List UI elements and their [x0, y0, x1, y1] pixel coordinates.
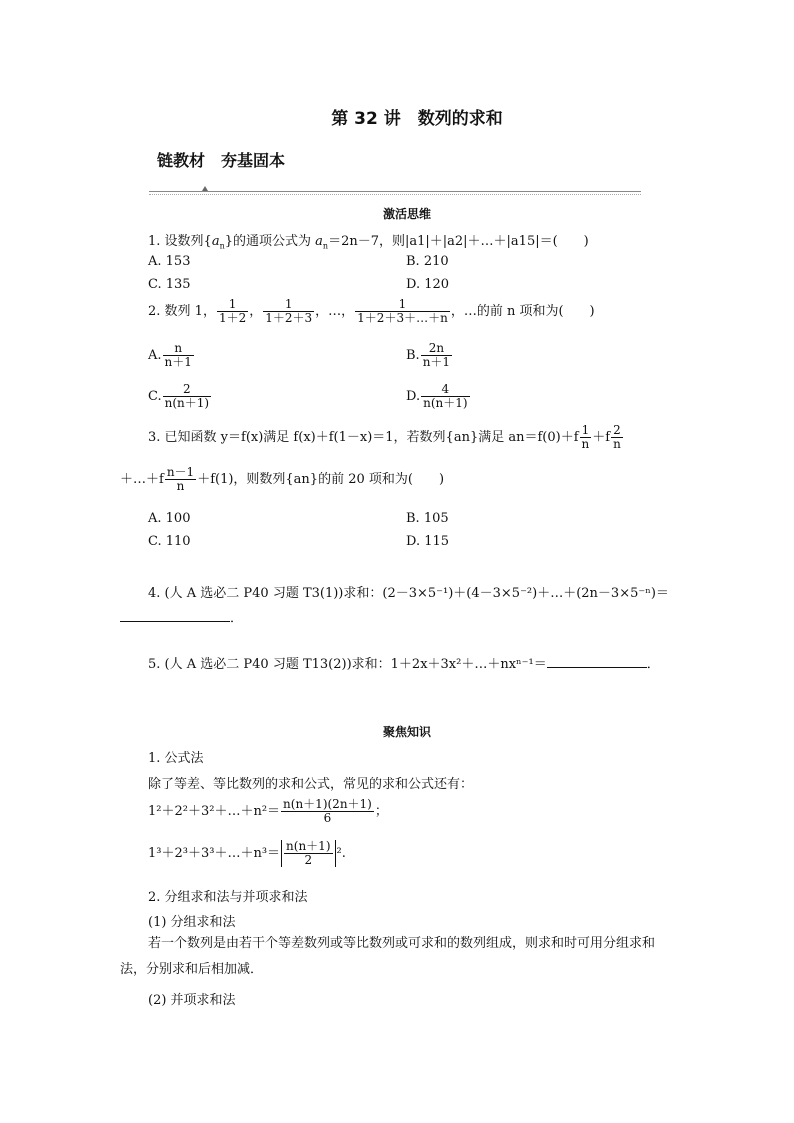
- question-2-option-b: B. $\frac{2n}{n+1}$: [406, 341, 451, 370]
- triangle-marker-icon: [202, 186, 208, 191]
- question-5-stem: 5. (人 A 选必二 P40 习题 T13(2))求和：1＋2x＋3x²＋…＋nxⁿ⁻¹＝ ．: [148, 657, 660, 672]
- knowledge-2-1-text: 若一个数列是由若干个等差数列或等比数列或可求和的数列组成，则求和时可用分组求和法，分别求和后相加减．: [120, 936, 656, 977]
- fraction: $\frac{1}{1+2+3}$: [265, 297, 313, 326]
- knowledge-1-text: 除了等差、等比数列的求和公式，常见的求和公式还有：: [148, 777, 474, 792]
- question-2-option-a: A. $\frac{n}{n+1}$: [148, 341, 192, 370]
- knowledge-2-2-heading: (2) 并项求和法: [148, 993, 236, 1008]
- knowledge-1-heading: 1. 公式法: [148, 751, 204, 766]
- fraction: $\frac{1}{1+2+3+\dots+n}$: [357, 297, 448, 326]
- question-3-option-c: C. 110: [148, 534, 191, 549]
- question-3-option-d: D. 115: [406, 534, 450, 549]
- knowledge-2-heading: 2. 分组求和法与并项求和法: [148, 890, 308, 905]
- question-3-option-a: A. 100: [148, 511, 191, 526]
- question-1-option-b: B. 210: [406, 254, 449, 269]
- question-2-stem: 2. 数列 1， $\frac{1}{1+2}$ ， $\frac{1}{1+2+3}$ ，…， $\frac{1}{1+2+3+\dots+n}$ ，…的前 n 项和为( ): [148, 297, 595, 326]
- question-1-option-a: A. 153: [148, 254, 191, 269]
- section-rule: [149, 191, 641, 192]
- formula-cubes: 1³＋2³＋3³＋…＋n³＝ $\frac{n(n+1)}{2}$ ².: [148, 839, 346, 868]
- formula-squares: 1²＋2²＋3²＋…＋n²＝ $\frac{n(n+1)(2n+1)}{6}$ ；: [148, 797, 388, 826]
- section-rule-dotted: [149, 194, 641, 195]
- question-3-stem-line1: 3. 已知函数 y＝f(x)满足 f(x)＋f(1－x)＝1，若数列{an}满足 an＝f(0)＋f $\frac{1}{n}$ ＋f $\frac{2}{n}$: [148, 423, 621, 452]
- question-4-answer-line: ．: [120, 607, 243, 626]
- page-title: 第 32 讲 数列的求和: [331, 109, 503, 129]
- question-2-option-c: C. $\frac{2}{n(n+1)}$: [148, 382, 210, 411]
- question-1-option-d: D. 120: [406, 277, 450, 292]
- question-1-option-c: C. 135: [148, 277, 191, 292]
- answer-blank[interactable]: [120, 609, 230, 622]
- answer-blank[interactable]: [547, 655, 647, 668]
- question-3-stem-line2: ＋…＋f $\frac{n-1}{n}$ ＋f(1)，则数列{an}的前 20 项和为( ): [120, 465, 445, 494]
- subheading-knowledge: 聚焦知识: [382, 725, 431, 739]
- question-4-stem: 4. (人 A 选必二 P40 习题 T3(1))求和：(2－3×5⁻¹)＋(4－3×5⁻²)＋…＋(2n－3×5⁻ⁿ)＝: [148, 586, 669, 601]
- question-2-option-d: D. $\frac{4}{n(n+1)}$: [406, 382, 468, 411]
- fraction: $\frac{1}{1+2}$: [218, 297, 247, 326]
- question-1-stem: 1. 设数列$\{a_n\}$的通项公式为 $a_n=2n-7$，则|a1|＋|a2|＋…＋|a15|＝( ): [148, 234, 589, 251]
- question-3-option-b: B. 105: [406, 511, 449, 526]
- subheading-activate: 激活思维: [382, 207, 431, 221]
- section-heading: 链教材 夯基固本: [157, 151, 286, 170]
- knowledge-2-1-heading: (1) 分组求和法: [148, 915, 236, 930]
